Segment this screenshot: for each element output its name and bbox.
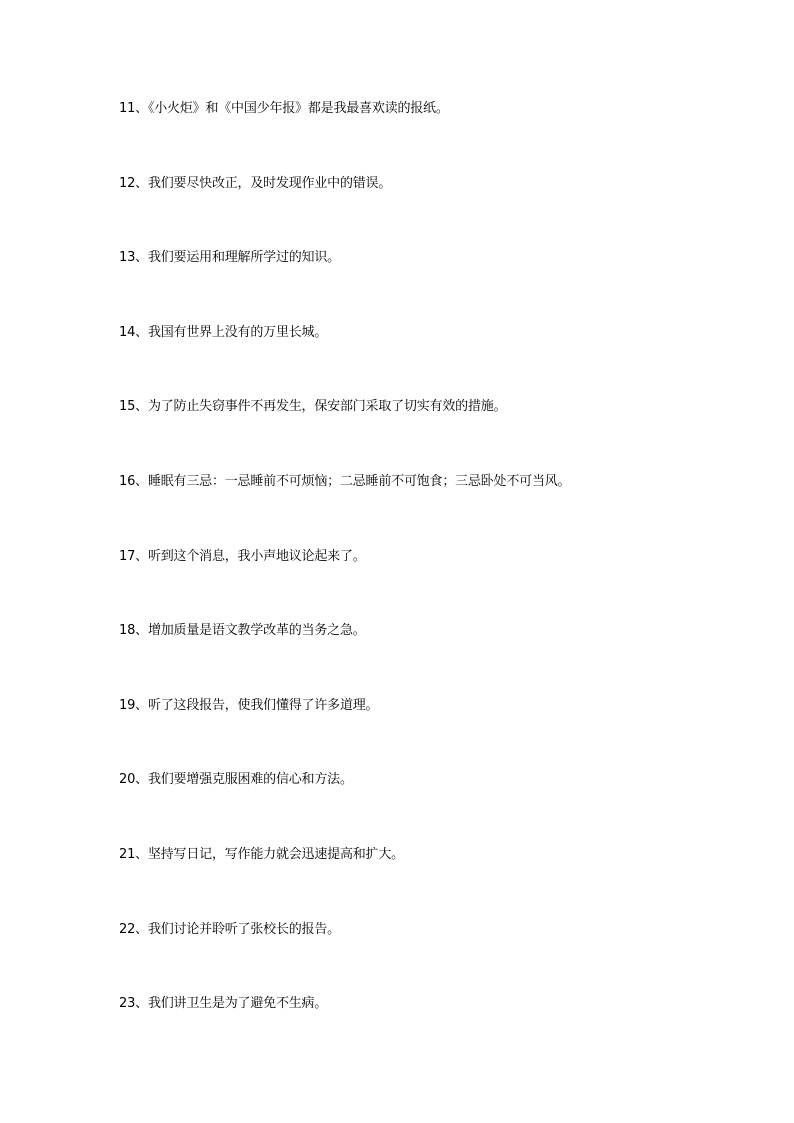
sentence-item: 12、我们要尽快改正，及时发现作业中的错误。 xyxy=(119,175,392,191)
sentence-item: 15、为了防止失窃事件不再发生，保安部门采取了切实有效的措施。 xyxy=(119,399,507,415)
sentence-item: 22、我们讨论并聆听了张校长的报告。 xyxy=(119,921,340,937)
sentence-item: 14、我国有世界上没有的万里长城。 xyxy=(119,324,328,340)
sentence-item: 11、《小火炬》和《中国少年报》都是我最喜欢读的报纸。 xyxy=(119,101,449,116)
sentence-item: 23、我们讲卫生是为了避免不生病。 xyxy=(119,996,328,1012)
sentence-item: 13、我们要运用和理解所学过的知识。 xyxy=(119,250,340,266)
sentence-item: 21、坚持写日记，写作能力就会迅速提高和扩大。 xyxy=(119,846,404,862)
sentence-item: 20、我们要增强克服困难的信心和方法。 xyxy=(119,772,353,788)
sentence-item: 19、听了这段报告，使我们懂得了许多道理。 xyxy=(119,697,379,713)
sentence-item: 18、增加质量是语文教学改革的当务之急。 xyxy=(119,623,366,639)
sentence-list xyxy=(119,99,570,1069)
sentence-item: 17、听到这个消息，我小声地议论起来了。 xyxy=(119,548,366,564)
sentence-item: 16、睡眠有三忌：一忌睡前不可烦恼；二忌睡前不可饱食；三忌卧处不可当风。 xyxy=(119,473,571,489)
